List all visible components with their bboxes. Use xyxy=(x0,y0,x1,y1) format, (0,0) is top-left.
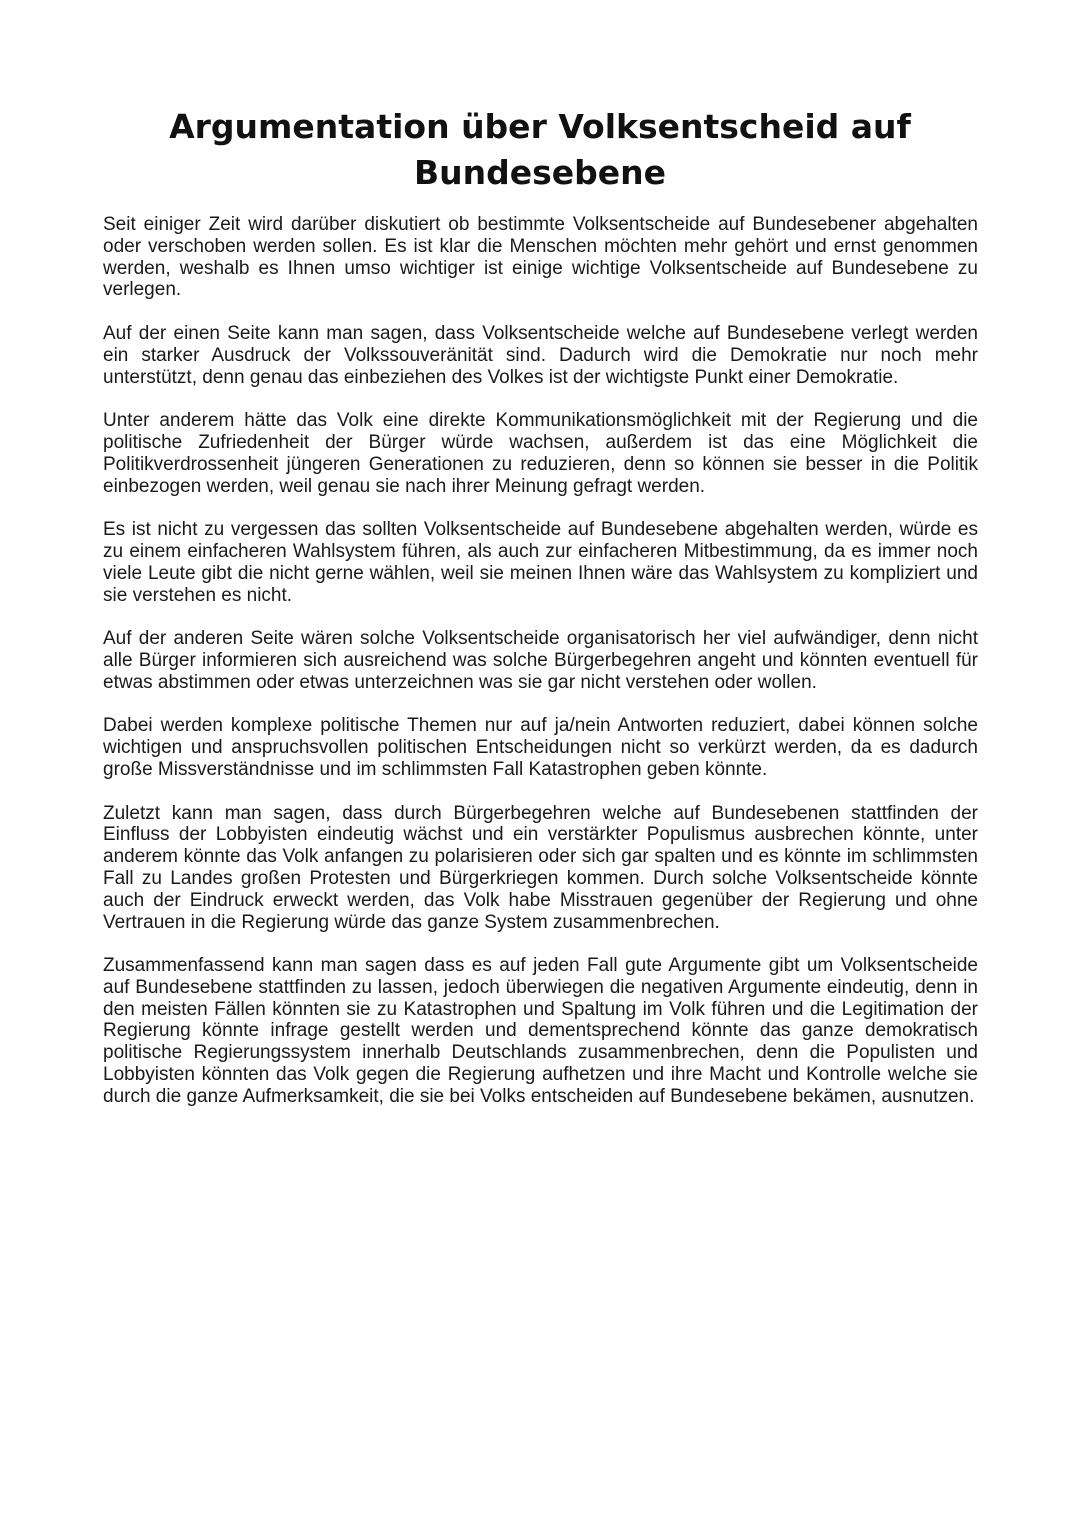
paragraph-pro-voting-system: Es ist nicht zu vergessen das sollten Volksentscheide auf Bundesebene abgehalten werden, würde es zu einem einfacheren Wahlsystem führen, als auch zur einfacheren Mitbestimmung, da es immer noch viele Leute gibt die nicht gerne wählen, weil sie meinen Ihnen wäre das Wahlsystem zu kompliziert und sie verstehen es nicht. xyxy=(103,519,978,606)
paragraph-conclusion: Zusammenfassend kann man sagen dass es auf jeden Fall gute Argumente gibt um Volksentscheide auf Bundesebene stattfinden zu lassen, jedoch überwiegen die negativen Argumente eindeutig, denn in den meisten Fällen könnten sie zu Katastrophen und Spaltung im Volk führen und die Legitimation der Regierung könnte infrage gestellt werden und dementsprechend könnte das ganze demokratisch politische Regierungssystem innerhalb Deutschlands zusammenbrechen, denn die Populisten und Lobbyisten könnten das Volk gegen die Regierung aufhetzen und ihre Macht und Kontrolle welche sie durch die ganze Aufmerksamkeit, die sie bei Volks entscheiden auf Bundesebene bekämen, ausnutzen. xyxy=(103,955,978,1107)
paragraph-contra-simplification: Dabei werden komplexe politische Themen nur auf ja/nein Antworten reduziert, dabei können solche wichtigen und anspruchsvollen politischen Entscheidungen nicht so verkürzt werden, da es dadurch große Missverständnisse und im schlimmsten Fall Katastrophen geben könnte. xyxy=(103,715,978,780)
paragraph-intro: Seit einiger Zeit wird darüber diskutiert ob bestimmte Volksentscheide auf Bundesebener abgehalten oder verschoben werden sollen. Es ist klar die Menschen möchten mehr gehört und ernst genommen werden, weshalb es Ihnen umso wichtiger ist einige wichtige Volksentscheide auf Bundesebene zu verlegen. xyxy=(103,214,978,301)
document-body xyxy=(103,214,978,1129)
paragraph-pro-communication: Unter anderem hätte das Volk eine direkte Kommunikationsmöglichkeit mit der Regierung und die politische Zufriedenheit der Bürger würde wachsen, außerdem ist das eine Möglichkeit die Politikverdrossenheit jüngeren Generationen zu reduzieren, denn so können sie besser in die Politik einbezogen werden, weil genau sie nach ihrer Meinung gefragt werden. xyxy=(103,410,978,497)
document-title: Argumentation über Volksentscheid auf Bundesebene xyxy=(169,107,911,192)
paragraph-pro-sovereignty: Auf der einen Seite kann man sagen, dass Volksentscheide welche auf Bundesebene verlegt werden ein starker Ausdruck der Volkssouveränität sind. Dadurch wird die Demokratie nur noch mehr unterstützt, denn genau das einbeziehen des Volkes ist der wichtigste Punkt einer Demokratie. xyxy=(103,322,978,388)
paragraph-contra-organisation: Auf der anderen Seite wären solche Volksentscheide organisatorisch her viel aufwändiger, denn nicht alle Bürger informieren sich ausreichend was solche Bürgerbegehren angeht und könnten eventuell für etwas abstimmen oder etwas unterzeichnen was sie gar nicht verstehen oder wollen. xyxy=(103,628,978,693)
paragraph-contra-lobbyism: Zuletzt kann man sagen, dass durch Bürgerbegehren welche auf Bundesebenen stattfinden der Einfluss der Lobbyisten eindeutig wächst und ein verstärkter Populismus ausbrechen könnte, unter anderem könnte das Volk anfangen zu polarisieren oder sich gar spalten und es könnte im schlimmsten Fall zu Landes großen Protesten und Bürgerkriegen kommen. Durch solche Volksentscheide könnte auch der Eindruck erweckt werden, das Volk habe Misstrauen gegenüber der Regierung und ohne Vertrauen in die Regierung würde das ganze System zusammenbrechen. xyxy=(103,802,978,933)
